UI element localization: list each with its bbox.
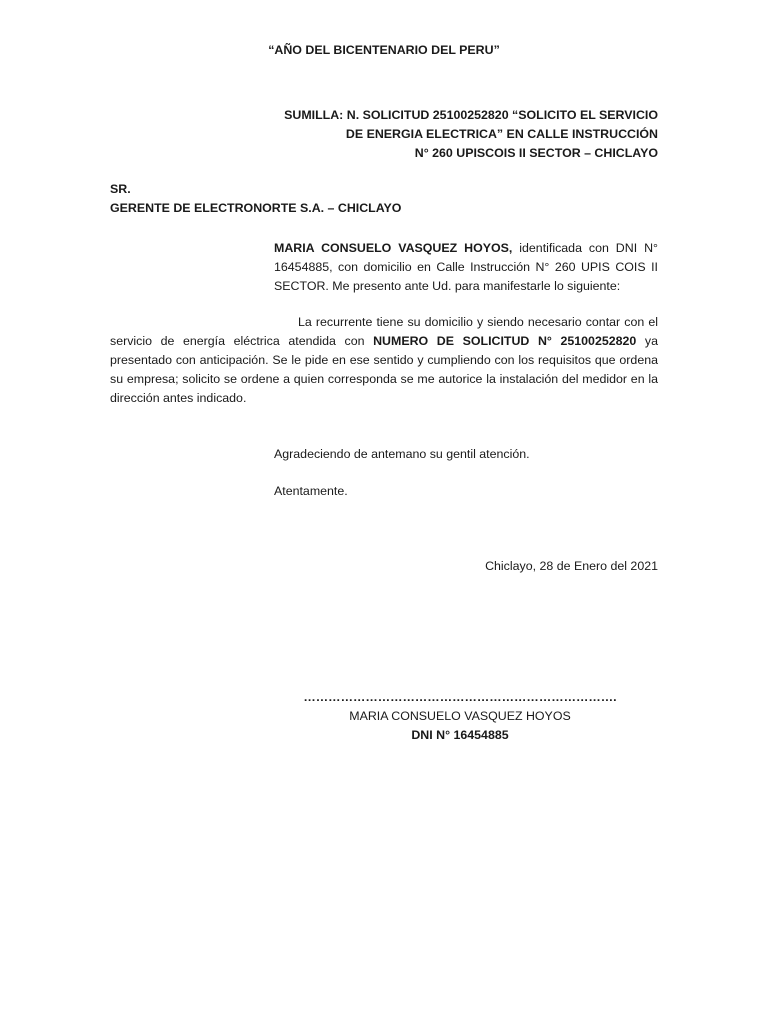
signature-block: [300, 688, 620, 745]
signature-dotted-line: ………………………………………………………………….: [303, 690, 617, 704]
document-header-year: “AÑO DEL BICENTENARIO DEL PERU”: [268, 43, 500, 57]
recipient-addressee: GERENTE DE ELECTRONORTE S.A. – CHICLAYO: [110, 201, 402, 215]
sign-off: Atentamente.: [274, 484, 348, 498]
signature-dni: DNI N° 16454885: [411, 728, 509, 742]
thanks-line: Agradeciendo de antemano su gentil atención.: [274, 447, 530, 461]
intro-text: identificada con DNI N° 16454885, con domicilio en Calle Instrucción N° 260 UPIS COIS II SECTOR. Me presento ante Ud. para manifestarle lo siguiente:: [274, 241, 658, 293]
signature-name: MARIA CONSUELO VASQUEZ HOYOS: [349, 709, 571, 723]
sumilla-line-2: DE ENERGIA ELECTRICA” EN CALLE INSTRUCCIÓN: [345, 127, 658, 141]
body-paragraph: [110, 313, 658, 408]
body-text-2: ya presentado con anticipación. Se le pide en ese sentido y cumpliendo con los requisitos que ordena su empresa; solicito se ordene a quien corresponda se me autorice la instalación del medidor en la dirección antes indicado.: [110, 334, 658, 405]
intro-paragraph: [274, 239, 658, 296]
solicitud-number: NUMERO DE SOLICITUD N° 25100252820: [373, 334, 637, 348]
recipient-salutation: SR.: [110, 182, 131, 196]
sumilla-line-1: SUMILLA: N. SOLICITUD 25100252820 “SOLICITO EL SERVICIO: [284, 108, 658, 122]
recipient-block: [110, 180, 670, 218]
place-and-date: Chiclayo, 28 de Enero del 2021: [485, 559, 658, 573]
petitioner-name: MARIA CONSUELO VASQUEZ HOYOS,: [274, 241, 513, 255]
sumilla-line-3: N° 260 UPISCOIS II SECTOR – CHICLAYO: [414, 146, 658, 160]
sumilla-block: [250, 106, 658, 163]
body-text-1: La recurrente tiene su domicilio y siendo necesario contar con el servicio de energía eléctrica atendida con: [110, 315, 658, 348]
